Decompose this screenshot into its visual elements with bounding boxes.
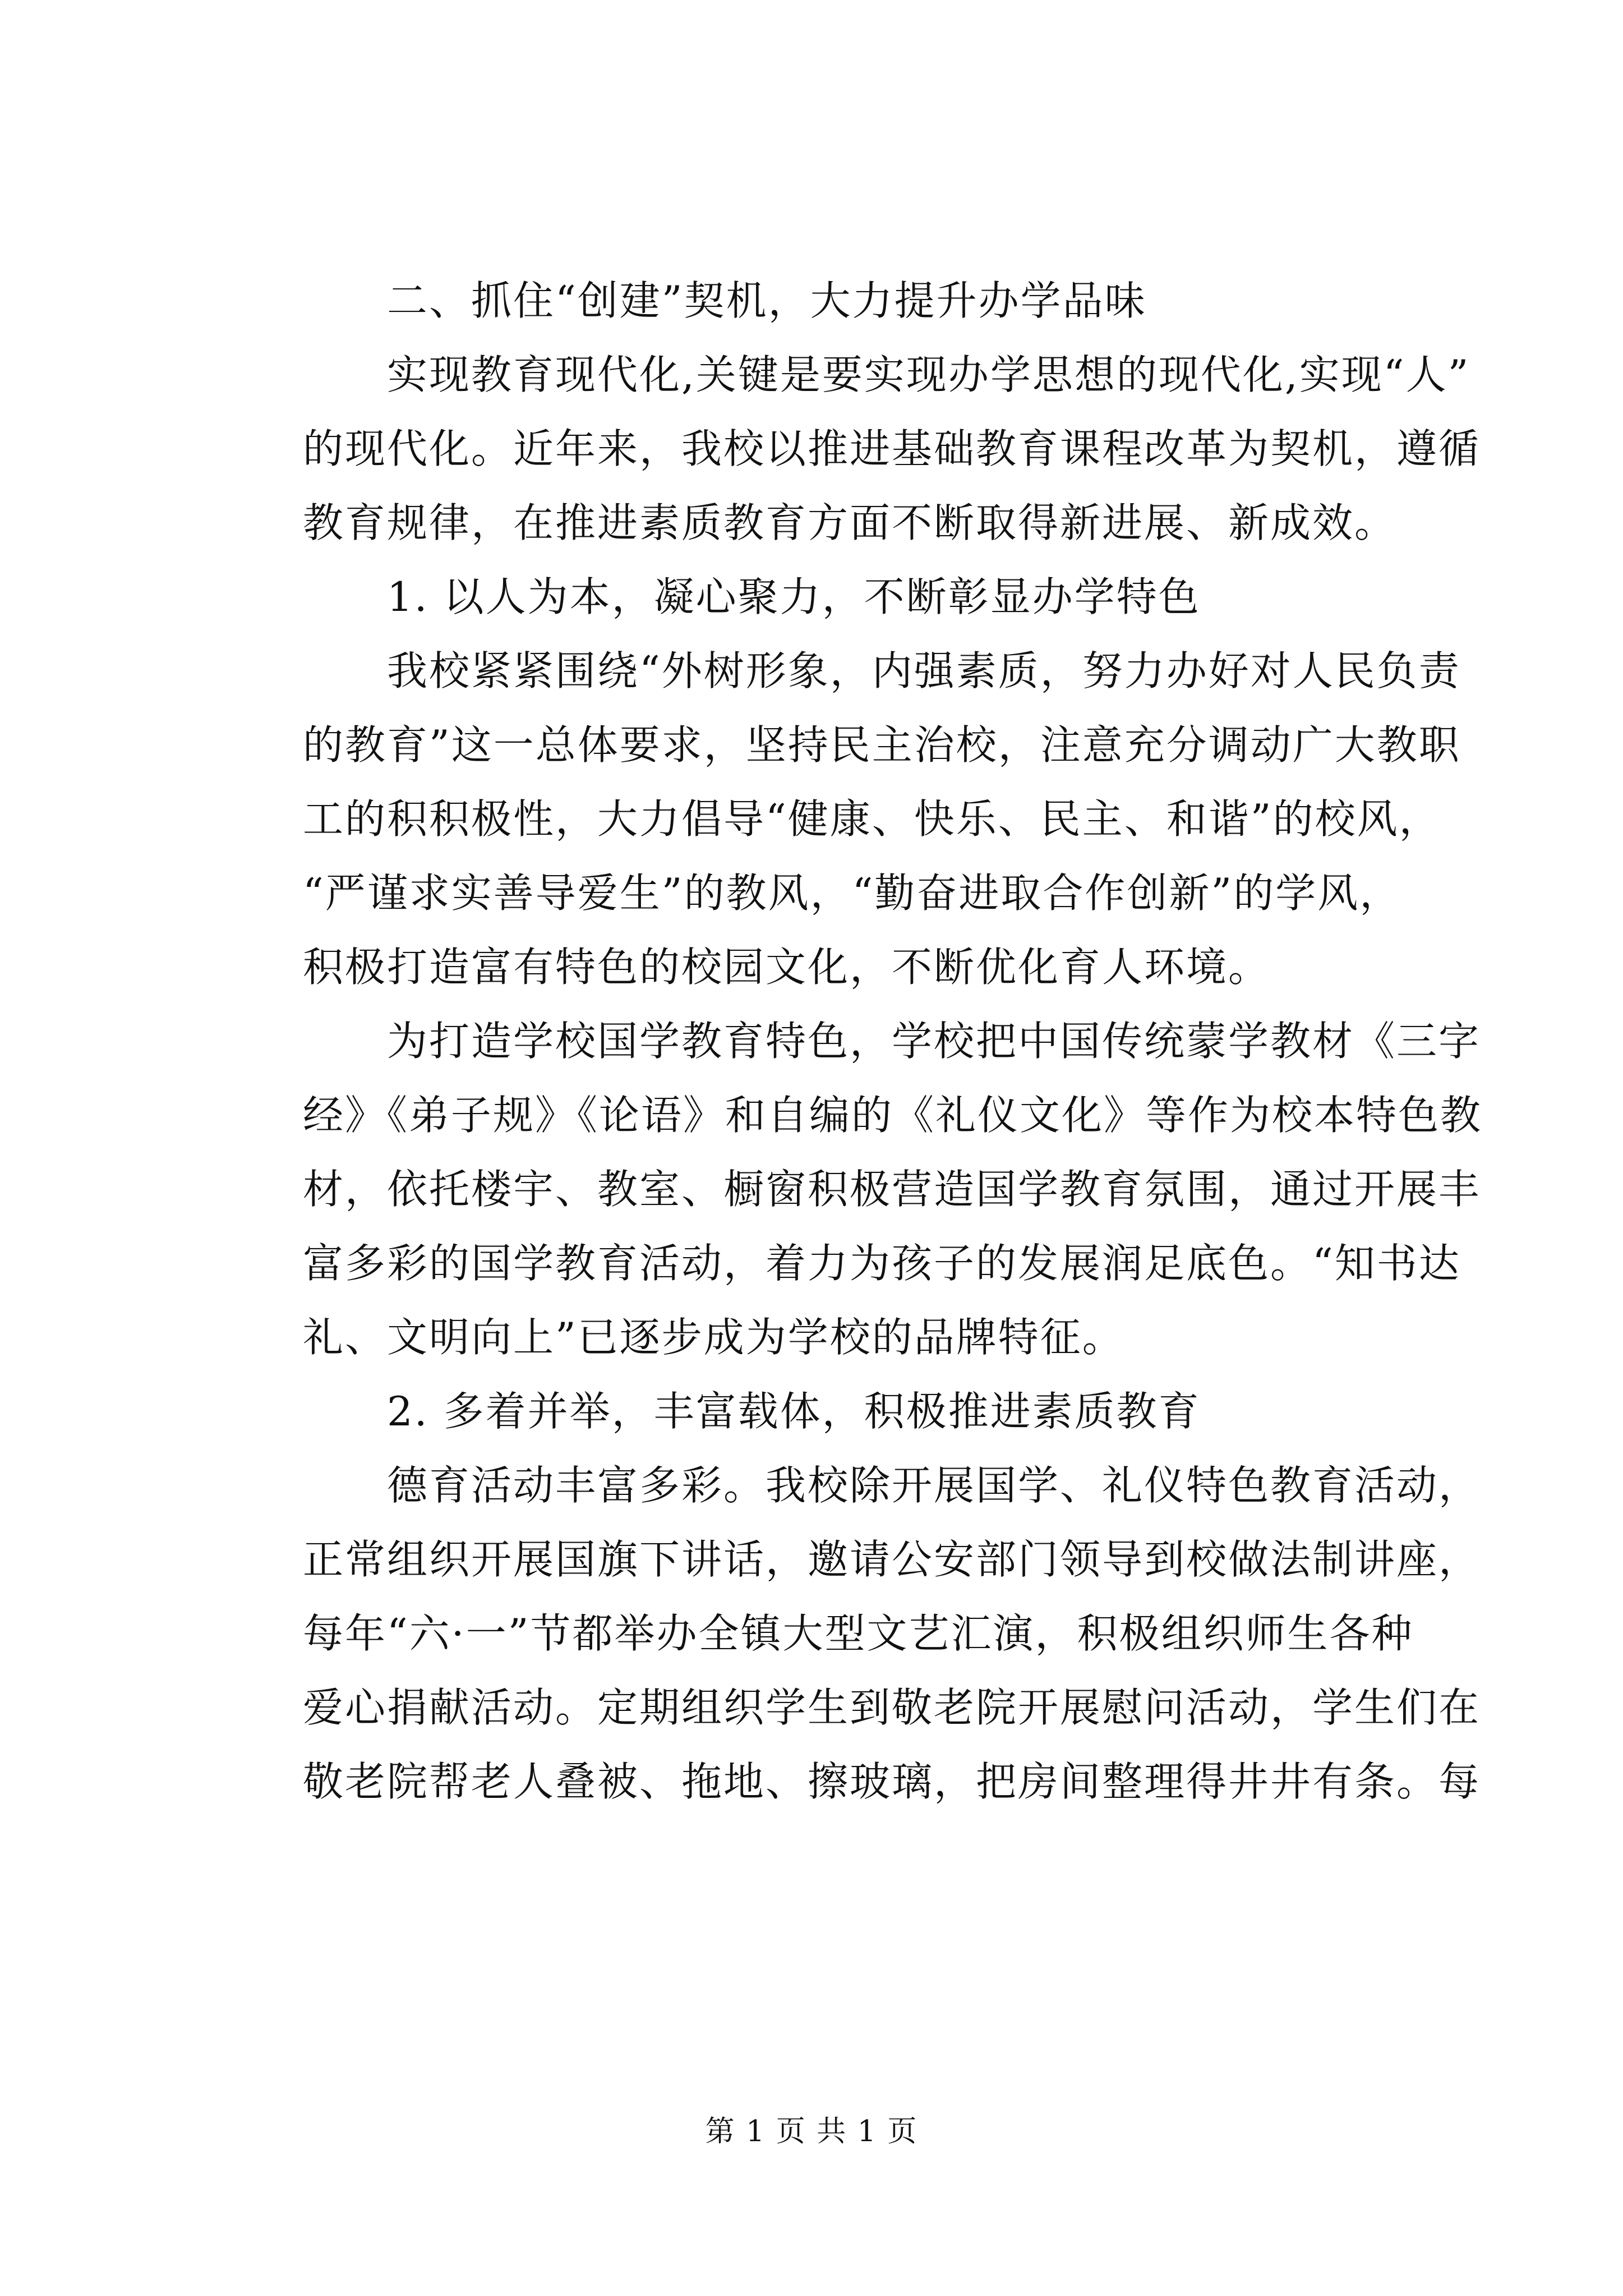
paragraph-line: 爱心捐献活动。定期组织学生到敬老院开展慰问活动，学生们在 xyxy=(303,1684,1481,1731)
paragraph-line: 礼、文明向上”已逐步成为学校的品牌特征。 xyxy=(303,1314,1124,1361)
paragraph-line: 为打造学校国学教育特色，学校把中国传统蒙学教材《三字 xyxy=(303,1018,1481,1065)
paragraph-line: 材，依托楼宇、教室、橱窗积极营造国学教育氛围，通过开展丰 xyxy=(303,1166,1481,1213)
paragraph-line: 每年“六·一”节都举办全镇大型文艺汇演，积极组织师生各种 xyxy=(303,1610,1414,1657)
document-body xyxy=(303,264,1483,1819)
paragraph-line: 工的积积极性，大力倡导“健康、快乐、民主、和谐”的校风， xyxy=(303,795,1441,843)
paragraph-line: 实现教育现代化,关键是要实现办学思想的现代化,实现“人” xyxy=(303,351,1470,398)
paragraph-line: 经》《弟子规》《论语》和自编的《礼仪文化》等作为校本特色教 xyxy=(303,1092,1483,1139)
section-heading: 二、抓住“创建”契机，大力提升办学品味 xyxy=(303,277,1147,324)
paragraph-line: 富多彩的国学教育活动，着力为孩子的发展润足底色。“知书达 xyxy=(303,1240,1461,1287)
paragraph-line: 教育规律，在推进素质教育方面不断取得新进展、新成效。 xyxy=(303,499,1397,546)
paragraph-line: 我校紧紧围绕“外树形象，内强素质，努力办好对人民负责 xyxy=(303,647,1461,694)
paragraph-line: 德育活动丰富多彩。我校除开展国学、礼仪特色教育活动， xyxy=(303,1462,1481,1509)
subsection-heading: 1. 以人为本，凝心聚力，不断彰显办学特色 xyxy=(303,573,1201,620)
paragraph-line: 的现代化。近年来，我校以推进基础教育课程改革为契机，遵循 xyxy=(303,425,1481,472)
page-footer: 第 1 页 共 1 页 xyxy=(705,2115,918,2148)
paragraph-line: “严谨求实善导爱生”的教风，“勤奋进取合作创新”的学风， xyxy=(303,869,1402,917)
paragraph-line: 积极打造富有特色的校园文化，不断优化育人环境。 xyxy=(303,944,1271,991)
paragraph-line: 的教育”这一总体要求，坚持民主治校，注意充分调动广大教职 xyxy=(303,721,1461,769)
subsection-heading: 2. 多着并举，丰富载体，积极推进素质教育 xyxy=(303,1388,1201,1435)
paragraph-line: 正常组织开展国旗下讲话，邀请公安部门领导到校做法制讲座， xyxy=(303,1536,1481,1583)
paragraph-line: 敬老院帮老人叠被、拖地、擦玻璃，把房间整理得井井有条。每 xyxy=(303,1758,1481,1805)
